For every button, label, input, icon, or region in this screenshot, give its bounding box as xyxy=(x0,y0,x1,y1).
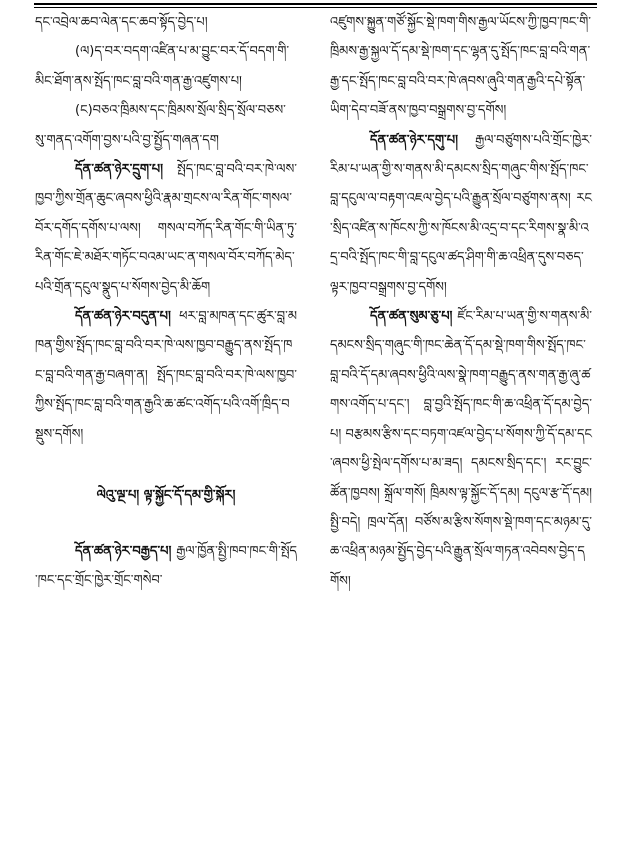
paragraph: (ང)བཅའ་ཁྲིམས་དང་ཁྲིམས་སྲོལ་སྲིད་སྲོལ་བཅས་སུ་གནད་འགོག་བྱས་པའི་བྱ་སྤྱོད་གཞན་དག xyxy=(35,103,286,148)
article-body: ཕར་བླ་མཁན་དང་ཚུར་བླ་མཁན་གྱིས་སྤོད་ཁང་བླ་བའི་བར་ཁེ་ལས་ཁྱབ་བརྒྱུད་ནས་སྤོད་ཁང་བླ་བའི་གན་རྒྱ་བཞག་ན། སྤོད་ཁང་བླ་བའི་བར་ཁེ་ལས་ཁྱབ་ཀྱིས་སྤོད་ཁང་བླ་བའི་གན་རྒྱའི་ཆ་ཚང་འགོད་པའི་འགོ་ཁྲིད་བསྡུས་དགོས། xyxy=(35,309,297,442)
article-paragraph xyxy=(330,302,592,596)
article-body: སྤོད་ཁང་བླ་བའི་བར་ཁེ་ལས་ཁྱབ་ཀྱིས་གྲོན་ཆུང་ཞབས་ཕྱིའི་རྣམ་གྲངས་ལ་རིན་གོང་གསལ་བོར་དགོད་དགོས་པ་ལས། གསལ་བཀོད་རིན་གོང་གི་ཡིན་ཏུ་རིན་གོང་ཇེ་མཐོར་གཏོང་བའམ་ཡང་ན་གསལ་བོར་བཀོད་མེད་པའི་གྲོན་དངུལ་སྣུད་པ་སོགས་བྱེད་མི་ཆོག xyxy=(35,162,297,295)
header-rule-thick xyxy=(34,3,597,5)
paragraph: དང་འབྲེལ་ཆབ་ལེན་དང་ཆབ་སྟོད་བྱེད་པ། xyxy=(35,15,208,30)
article-paragraph xyxy=(35,537,297,596)
article-body: རྒྱལ་ཁྱོན་སྤྱི་ཁབ་ཁང་གི་སྤོད་ཁང་དང་གྲོང་ཁྱེར་གྲོང་གསེབ་ xyxy=(35,543,297,588)
section-title: ལེའུ་ལྔ་པ། ལྟ་སྐྱོང་དོ་དམ་གྱི་སྐོར། xyxy=(96,488,236,504)
right-column xyxy=(330,8,592,596)
article-heading: དོན་ཚན་སུམ་ཅུ་པ། xyxy=(370,309,453,325)
article-paragraph xyxy=(35,302,297,449)
paragraph: (ལ)ད་བར་བདག་འཛིན་པ་མ་བྱུང་བར་དོ་བདག་གི་མིང་ཐོག་ནས་སྤོད་ཁང་བླ་བའི་གན་རྒྱ་འཛུགས་པ། xyxy=(35,44,290,89)
left-column xyxy=(35,8,297,595)
article-paragraph xyxy=(330,126,592,302)
paragraph: འཛུགས་སྐྱུན་གཙོ་སྐྱོང་སྡེ་ཁག་གིས་རྒྱལ་ཡོངས་ཀྱི་ཁྱབ་ཁང་གི་ཁྲིམས་རྒྱ་སྐྱལ་དོ་དམ་སྡེ་ཁག་དང་ལྷན་དུ་སྤོད་ཁང་བླ་བའི་གན་རྒྱ་དང་སྤོད་ཁང་བླ་བའི་བར་ཁེ་ཞབས་ཞུའི་གན་རྒྱའི་དཔེ་སྟོན་ཡིག་དེབ་བཟོ་ནས་ཁྱབ་བསྒྲགས་བྱ་དགོས། xyxy=(330,15,591,119)
article-body: རྒྱལ་བཙུགས་པའི་གྲོང་ཁྱེར་རིམ་པ་ཡན་གྱི་ས་གནས་མི་དམངས་སྲིད་གཞུང་གིས་སྤོད་ཁང་བླ་དངུལ་ལ་བརྟག་འཇལ་བྱེད་པའི་རྒྱུན་སྲོལ་བཙུགས་ནས། རང་སྲིད་འཛིན་ས་ཁོངས་ཀྱི་ས་ཁོངས་མི་འདྲ་བ་དང་རིགས་སྣ་མི་འདྲ་བའི་སྤོད་ཁང་གི་བླ་དངུལ་ཚད་ཤིག་གི་ཆ་འཕྲིན་དུས་བཅད་ལྟར་ཁྱབ་བསྒྲགས་བྱ་དགོས། xyxy=(330,132,592,295)
article-heading: དོན་ཚན་ཉེར་དྲུག་པ། xyxy=(75,162,163,178)
article-heading: དོན་ཚན་ཉེར་དགུ་པ། xyxy=(370,132,458,148)
article-paragraph xyxy=(35,155,297,302)
article-heading: དོན་ཚན་ཉེར་བདུན་པ། xyxy=(75,309,171,325)
article-heading: དོན་ཚན་ཉེར་བརྒྱད་པ། xyxy=(75,543,172,559)
article-body: ཛོང་རིམ་པ་ཡན་གྱི་ས་གནས་མི་དམངས་སྲིད་གཞུང་གི་ཁང་ཆེན་དོ་དམ་སྡེ་ཁག་གིས་སྤོད་ཁང་བླ་བའི་དོ་དམ་ཞབས་ཕྱིའི་ལས་སྣེ་ཁག་བརྒྱུད་ནས་གན་རྒྱ་ཞུ་ཚགས་འགོད་པ་དང་། བླ་བྱའི་སྤོད་ཁང་གི་ཆ་འཕྲིན་དོ་དམ་བྱེད་པ། བརྩམས་རྩིས་དང་བཏག་འཛལ་བྱེད་པ་སོགས་ཀྱི་དོ་དམ་དང་ཞབས་ཕྱི་སྤེལ་དགོས་པ་མ་ཟད། དམངས་སྲིད་དང་། རང་བྱུང་ཚོན་ཁྱབས། སྐྲོལ་གསོ། ཁྲིམས་ལྟ་སྐྱོང་དོ་དམ། དངུལ་རྩ་དོ་དམ། སྤྱི་བདེ། ཁྲལ་དོན། བཙོས་མ་རྩིས་སོགས་སྡེ་ཁག་དང་མཉམ་དུ་ཆ་འཕྲིན་མཉམ་སྤྱོད་བྱེད་པའི་རྒྱུན་སྲོལ་གཏན་འབེབས་བྱེད་དགོས། xyxy=(330,309,592,589)
